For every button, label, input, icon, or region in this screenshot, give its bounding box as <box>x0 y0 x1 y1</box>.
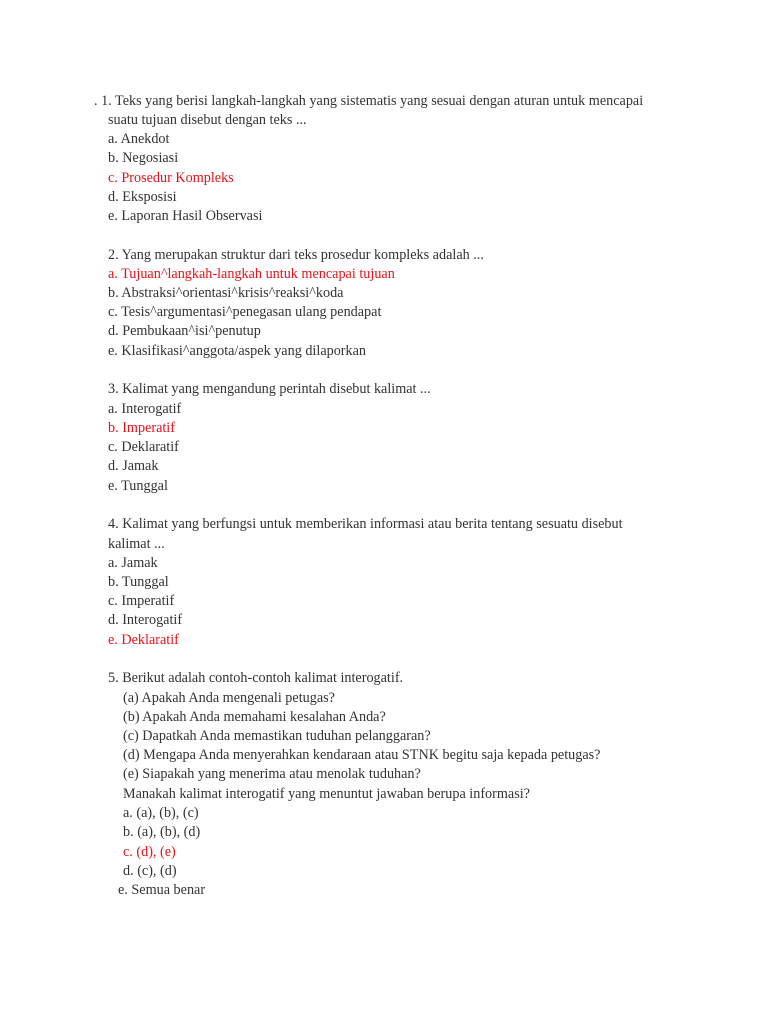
q2-option-b: b. Abstraksi^orientasi^krisis^reaksi^koda <box>108 285 344 301</box>
q4-option-d: d. Interogatif <box>108 612 183 628</box>
q2-option-c: c. Tesis^argumentasi^penegasan ulang pendapat <box>108 304 382 320</box>
q1-stem-line2: suatu tujuan disebut dengan teks ... <box>108 112 307 128</box>
q2-option-d: d. Pembukaan^isi^penutup <box>108 323 261 339</box>
q4-option-b: b. Tunggal <box>108 574 169 590</box>
q3-stem: 3. Kalimat yang mengandung perintah disebut kalimat ... <box>108 381 431 397</box>
q5-sentence-e: (e) Siapakah yang menerima atau menolak tuduhan? <box>123 766 421 782</box>
q1-option-e: e. Laporan Hasil Observasi <box>108 208 263 224</box>
q3-option-c: c. Deklaratif <box>108 439 179 455</box>
q5-sentence-c: (c) Dapatkah Anda memastikan tuduhan pelanggaran? <box>123 728 431 744</box>
q5-option-a: a. (a), (b), (c) <box>123 805 199 821</box>
q5-sentence-b: (b) Apakah Anda memahami kesalahan Anda? <box>123 709 386 725</box>
q3-option-a: a. Interogatif <box>108 401 182 417</box>
q5-option-c-answer: c. (d), (e) <box>123 844 176 860</box>
q1-option-b: b. Negosiasi <box>108 150 179 166</box>
q5-option-d: d. (c), (d) <box>123 863 177 879</box>
q4-option-e-answer: e. Deklaratif <box>108 632 179 648</box>
q4-stem-line2: kalimat ... <box>108 536 165 552</box>
q5-question: Manakah kalimat interogatif yang menuntut jawaban berupa informasi? <box>123 786 530 802</box>
q1-option-d: d. Eksposisi <box>108 189 177 205</box>
q1-stem-line1: . 1. Teks yang berisi langkah-langkah yang sistematis yang sesuai dengan aturan untuk mencapai <box>94 93 644 109</box>
q5-option-e: e. Semua benar <box>118 882 206 898</box>
q5-sentence-a: (a) Apakah Anda mengenali petugas? <box>123 690 335 706</box>
q4-option-c: c. Imperatif <box>108 593 175 609</box>
q2-option-a-answer: a. Tujuan^langkah-langkah untuk mencapai tujuan <box>108 266 395 282</box>
q2-option-e: e. Klasifikasi^anggota/aspek yang dilaporkan <box>108 343 367 359</box>
q3-option-e: e. Tunggal <box>108 478 168 494</box>
q5-stem: 5. Berikut adalah contoh-contoh kalimat interogatif. <box>108 670 404 686</box>
q4-option-a: a. Jamak <box>108 555 158 571</box>
q5-option-b: b. (a), (b), (d) <box>123 824 201 840</box>
q1-option-c-answer: c. Prosedur Kompleks <box>108 170 234 186</box>
q3-option-d: d. Jamak <box>108 458 159 474</box>
q2-stem: 2. Yang merupakan struktur dari teks prosedur kompleks adalah ... <box>108 247 484 263</box>
q3-option-b-answer: b. Imperatif <box>108 420 175 436</box>
q4-stem-line1: 4. Kalimat yang berfungsi untuk memberikan informasi atau berita tentang sesuatu disebut <box>108 516 623 532</box>
q5-sentence-d: (d) Mengapa Anda menyerahkan kendaraan atau STNK begitu saja kepada petugas? <box>123 747 601 763</box>
q1-option-a: a. Anekdot <box>108 131 170 147</box>
